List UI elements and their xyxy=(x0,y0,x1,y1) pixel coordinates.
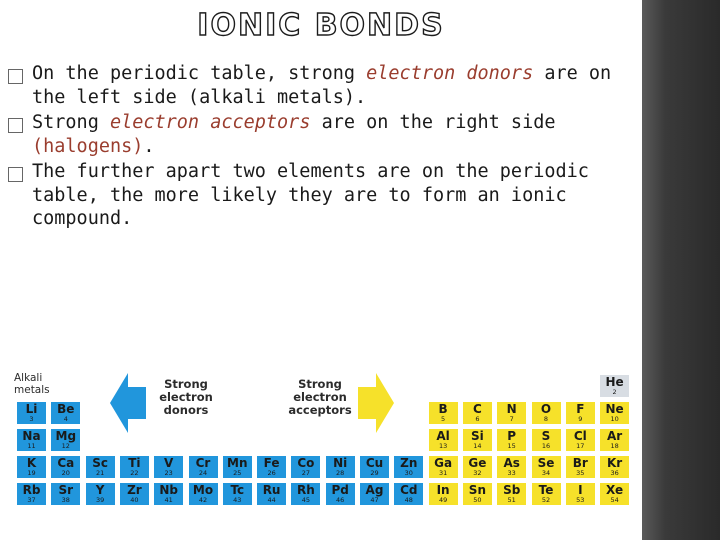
element-symbol: Ca xyxy=(57,456,75,470)
element-number: 45 xyxy=(301,496,311,504)
element-cell-ar xyxy=(599,428,630,452)
element-symbol: Rb xyxy=(22,483,41,497)
element-cell-fe xyxy=(256,455,287,479)
element-number: 11 xyxy=(27,442,36,450)
element-symbol: Zr xyxy=(127,483,142,497)
element-symbol: B xyxy=(438,402,448,416)
element-symbol: Ti xyxy=(128,456,141,470)
element-cell-b xyxy=(428,401,459,425)
element-symbol: N xyxy=(506,402,517,416)
element-symbol: Sn xyxy=(468,483,486,497)
element-number: 35 xyxy=(576,469,585,477)
bullet-box-icon xyxy=(8,167,23,182)
element-cell-sb xyxy=(496,482,527,506)
element-number: 13 xyxy=(438,442,448,450)
element-number: 25 xyxy=(233,469,242,477)
element-number: 17 xyxy=(576,442,585,450)
element-cell-br xyxy=(565,455,596,479)
element-cell-o xyxy=(531,401,562,425)
element-cell-si xyxy=(462,428,493,452)
element-number: 21 xyxy=(95,469,105,477)
element-cell-he xyxy=(599,374,630,398)
slide-title: IONIC BONDS xyxy=(197,8,445,43)
element-symbol: Cu xyxy=(365,456,384,470)
element-symbol: Cr xyxy=(195,456,211,470)
element-symbol: V xyxy=(164,456,174,470)
element-number: 41 xyxy=(164,496,173,504)
left-arrow-icon xyxy=(110,373,146,433)
element-number: 48 xyxy=(404,496,413,504)
element-symbol: Mg xyxy=(55,429,77,443)
alkali-metals-label: Alkali metals xyxy=(14,372,50,396)
element-symbol: Rh xyxy=(296,483,315,497)
element-cell-tc xyxy=(222,482,253,506)
element-cell-n xyxy=(496,401,527,425)
element-number: 19 xyxy=(27,469,36,477)
element-symbol: Sb xyxy=(503,483,521,497)
element-symbol: Cd xyxy=(400,483,418,497)
element-symbol: Mn xyxy=(227,456,248,470)
element-cell-cr xyxy=(188,455,219,479)
element-cell-li xyxy=(16,401,47,425)
element-number: 4 xyxy=(63,415,68,423)
element-cell-ni xyxy=(325,455,356,479)
element-cell-ge xyxy=(462,455,493,479)
element-number: 54 xyxy=(610,496,619,504)
element-symbol: Ge xyxy=(468,456,487,470)
bullet-box-icon xyxy=(8,69,23,84)
element-cell-pd xyxy=(325,482,356,506)
element-number: 26 xyxy=(267,469,276,477)
element-cell-sn xyxy=(462,482,493,506)
element-symbol: Fe xyxy=(263,456,280,470)
element-symbol: In xyxy=(436,483,450,497)
bullet-item: On the periodic table, strong electron donors are on the left side (alkali metals). xyxy=(6,62,642,109)
element-cell-rh xyxy=(290,482,321,506)
element-cell-sr xyxy=(50,482,81,506)
element-symbol: Be xyxy=(57,402,75,416)
element-number: 42 xyxy=(198,496,208,504)
acceptors-label: Strong electron acceptors xyxy=(288,377,352,417)
element-number: 2 xyxy=(612,388,617,396)
element-number: 12 xyxy=(61,442,70,450)
element-number: 43 xyxy=(233,496,242,504)
element-cell-ti xyxy=(119,455,150,479)
element-cell-ga xyxy=(428,455,459,479)
element-number: 50 xyxy=(473,496,482,504)
element-cell-xe xyxy=(599,482,630,506)
element-symbol: Si xyxy=(471,429,484,443)
element-symbol: F xyxy=(576,402,585,416)
element-number: 38 xyxy=(61,496,70,504)
element-symbol: As xyxy=(503,456,520,470)
bullet-box-icon xyxy=(8,118,23,133)
element-cell-co xyxy=(290,455,321,479)
element-number: 24 xyxy=(198,469,208,477)
element-number: 27 xyxy=(301,469,311,477)
element-symbol: Ni xyxy=(333,456,348,470)
element-cell-kr xyxy=(599,455,630,479)
element-cell-cu xyxy=(359,455,390,479)
bullet-item: Strong electron acceptors are on the right side (halogens). xyxy=(6,111,642,158)
element-cell-v xyxy=(153,455,184,479)
element-symbol: Y xyxy=(95,483,105,497)
element-number: 36 xyxy=(610,469,619,477)
element-number: 29 xyxy=(370,469,379,477)
element-cell-f xyxy=(565,401,596,425)
element-symbol: Pd xyxy=(331,483,349,497)
element-cell-be xyxy=(50,401,81,425)
element-number: 52 xyxy=(541,496,551,504)
element-cell-in xyxy=(428,482,459,506)
element-number: 18 xyxy=(610,442,619,450)
element-symbol: Sc xyxy=(92,456,108,470)
donors-label: Strong electron donors xyxy=(159,377,213,417)
decorative-sidebar xyxy=(642,0,720,540)
bullet-item: The further apart two elements are on the periodic table, the more likely they are to form an ionic compound. xyxy=(6,160,642,231)
element-number: 30 xyxy=(404,469,413,477)
element-symbol: Sr xyxy=(58,483,74,497)
element-cell-se xyxy=(531,455,562,479)
element-symbol: Ne xyxy=(605,402,624,416)
right-arrow-icon xyxy=(358,373,394,433)
element-symbol: Al xyxy=(436,429,450,443)
element-number: 14 xyxy=(473,442,482,450)
element-number: 46 xyxy=(336,496,345,504)
element-symbol: Zn xyxy=(400,456,418,470)
element-symbol: Cl xyxy=(573,429,587,443)
element-cell-te xyxy=(531,482,562,506)
element-number: 51 xyxy=(507,496,516,504)
element-symbol: Xe xyxy=(606,483,624,497)
element-symbol: Kr xyxy=(606,456,623,470)
element-number: 8 xyxy=(543,415,549,423)
element-cell-sc xyxy=(85,455,116,479)
element-number: 5 xyxy=(441,415,446,423)
element-symbol: Br xyxy=(572,456,588,470)
element-number: 53 xyxy=(576,496,585,504)
element-number: 28 xyxy=(336,469,345,477)
element-number: 10 xyxy=(610,415,619,423)
element-number: 9 xyxy=(578,415,583,423)
element-cell-s xyxy=(531,428,562,452)
element-cell-cd xyxy=(393,482,424,506)
element-symbol: O xyxy=(540,402,552,416)
element-cell-mo xyxy=(188,482,219,506)
element-symbol: Se xyxy=(537,456,555,470)
periodic-table-figure xyxy=(14,368,636,510)
element-number: 15 xyxy=(507,442,516,450)
element-symbol: S xyxy=(541,429,551,443)
element-symbol: Tc xyxy=(230,483,245,497)
element-cell-zn xyxy=(393,455,424,479)
element-number: 49 xyxy=(438,496,448,504)
bullet-list xyxy=(6,62,642,233)
element-cell-al xyxy=(428,428,459,452)
element-cell-ca xyxy=(50,455,81,479)
element-number: 39 xyxy=(95,496,105,504)
element-cell-y xyxy=(85,482,116,506)
element-cell-mn xyxy=(222,455,253,479)
element-cell-mg xyxy=(50,428,81,452)
element-symbol: Nb xyxy=(159,483,178,497)
element-cell-p xyxy=(496,428,527,452)
element-symbol: Ag xyxy=(365,483,384,497)
element-number: 44 xyxy=(267,496,276,504)
element-symbol: Mo xyxy=(192,483,214,497)
element-number: 16 xyxy=(541,442,551,450)
element-symbol: He xyxy=(605,375,624,389)
element-symbol: Co xyxy=(297,456,315,470)
element-number: 32 xyxy=(473,469,482,477)
element-symbol: Na xyxy=(22,429,41,443)
element-cell-as xyxy=(496,455,527,479)
element-symbol: P xyxy=(507,429,517,443)
element-number: 34 xyxy=(541,469,551,477)
element-symbol: Li xyxy=(25,402,38,416)
element-symbol: Ga xyxy=(434,456,453,470)
element-symbol: Ru xyxy=(262,483,281,497)
element-number: 20 xyxy=(61,469,70,477)
element-number: 33 xyxy=(507,469,516,477)
element-number: 6 xyxy=(475,415,480,423)
element-cell-c xyxy=(462,401,493,425)
element-cell-nb xyxy=(153,482,184,506)
element-symbol: K xyxy=(26,456,37,470)
element-number: 7 xyxy=(509,415,514,423)
element-number: 31 xyxy=(438,469,448,477)
element-symbol: I xyxy=(578,483,583,497)
element-cell-cl xyxy=(565,428,596,452)
element-symbol: Te xyxy=(538,483,554,497)
element-number: 23 xyxy=(164,469,173,477)
element-cell-rb xyxy=(16,482,47,506)
element-number: 3 xyxy=(29,415,34,423)
element-cell-zr xyxy=(119,482,150,506)
element-number: 40 xyxy=(130,496,139,504)
element-number: 22 xyxy=(130,469,139,477)
element-number: 47 xyxy=(370,496,379,504)
element-cell-ag xyxy=(359,482,390,506)
element-cell-k xyxy=(16,455,47,479)
element-cell-na xyxy=(16,428,47,452)
element-symbol: C xyxy=(472,402,482,416)
element-symbol: Ar xyxy=(606,429,623,443)
element-number: 37 xyxy=(27,496,36,504)
element-cell-ne xyxy=(599,401,630,425)
element-cell-ru xyxy=(256,482,287,506)
element-cell-i xyxy=(565,482,596,506)
